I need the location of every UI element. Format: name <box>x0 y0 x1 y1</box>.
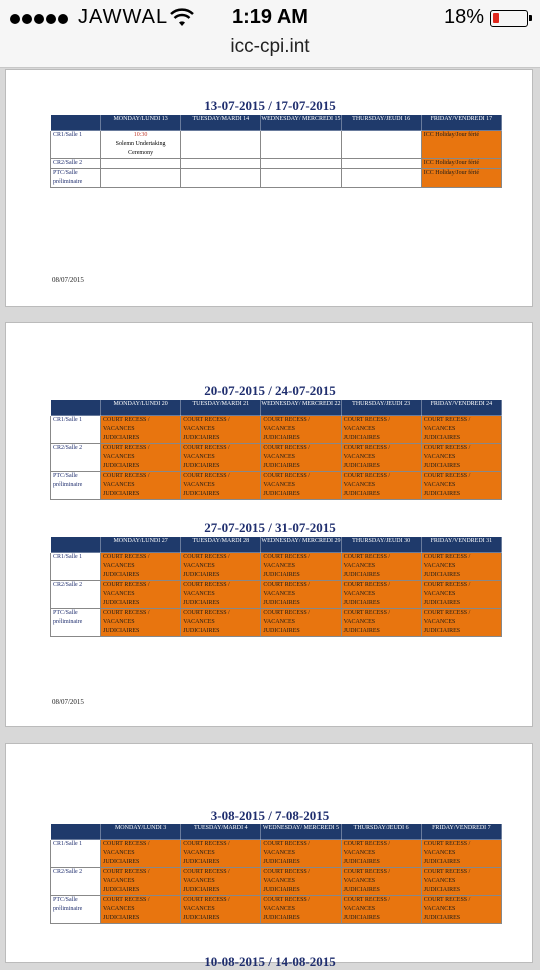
empty-cell <box>101 169 181 188</box>
recess-cell <box>341 609 421 637</box>
recess-line: VACANCES <box>343 482 376 488</box>
recess-line: JUDICIAIRES <box>263 572 300 578</box>
recess-cell <box>261 581 341 609</box>
recess-line: JUDICIAIRES <box>103 463 140 469</box>
empty-cell <box>181 159 261 169</box>
recess-line: COURT RECESS / <box>183 610 230 616</box>
recess-line: VACANCES <box>183 878 215 884</box>
recess-line: COURT RECESS / <box>263 897 310 903</box>
week-title: 13-07-2015 / 17-07-2015 <box>204 98 336 113</box>
recess-line: VACANCES <box>423 563 456 569</box>
recess-line: VACANCES <box>183 426 215 432</box>
recess-line: JUDICIAIRES <box>343 628 380 634</box>
recess-line: COURT RECESS / <box>183 445 230 451</box>
recess-cell <box>421 581 501 609</box>
recess-line: VACANCES <box>103 482 135 488</box>
table-row <box>51 444 502 472</box>
recess-line: JUDICIAIRES <box>343 915 380 921</box>
week-title: 27-07-2015 / 31-07-2015 <box>204 520 336 535</box>
recess-line: JUDICIAIRES <box>423 491 461 497</box>
recess-line: VACANCES <box>103 878 135 884</box>
url-bar[interactable]: icc-cpi.int <box>230 36 310 57</box>
recess-cell <box>181 581 261 609</box>
table-row <box>51 553 502 581</box>
recess-line: JUDICIAIRES <box>183 628 220 634</box>
recess-line: JUDICIAIRES <box>103 435 140 441</box>
table-header-row <box>51 115 502 131</box>
recess-line: COURT RECESS / <box>103 473 150 479</box>
week-title: 10-08-2015 / 14-08-2015 <box>204 954 336 969</box>
recess-line: JUDICIAIRES <box>423 463 461 469</box>
schedule-table <box>50 536 502 637</box>
day-header: MONDAY/LUNDI 20 <box>101 400 181 416</box>
recess-cell <box>421 609 501 637</box>
table-row <box>51 472 502 500</box>
recess-line: COURT RECESS / <box>423 582 471 588</box>
carrier-name: JAWWAL <box>78 6 169 28</box>
week-title: 20-07-2015 / 24-07-2015 <box>204 383 336 398</box>
recess-line: JUDICIAIRES <box>343 435 380 441</box>
recess-line: COURT RECESS / <box>423 417 471 423</box>
recess-line: COURT RECESS / <box>103 610 150 616</box>
day-header: MONDAY/LUNDI 13 <box>101 115 181 131</box>
recess-line: COURT RECESS / <box>183 841 230 847</box>
empty-cell <box>181 169 261 188</box>
table-header-row <box>51 400 502 416</box>
empty-cell <box>341 169 421 188</box>
recess-line: JUDICIAIRES <box>183 915 220 921</box>
schedule-table <box>50 399 502 500</box>
recess-cell <box>181 472 261 500</box>
recess-line: JUDICIAIRES <box>423 628 461 634</box>
table-header-corner <box>51 537 101 553</box>
recess-line: VACANCES <box>343 591 376 597</box>
recess-line: VACANCES <box>183 454 215 460</box>
recess-cell <box>421 553 501 581</box>
recess-line: VACANCES <box>263 906 295 912</box>
recess-line: JUDICIAIRES <box>103 491 140 497</box>
recess-line: VACANCES <box>423 906 456 912</box>
day-header: MONDAY/LUNDI 3 <box>101 824 181 840</box>
recess-line: COURT RECESS / <box>103 445 150 451</box>
table-row <box>51 159 502 169</box>
recess-cell <box>181 553 261 581</box>
recess-line: VACANCES <box>343 563 376 569</box>
recess-cell <box>261 444 341 472</box>
room-label: CR2/Salle 2 <box>51 159 101 169</box>
recess-line: VACANCES <box>103 850 135 856</box>
day-header: FRIDAY/VENDREDI 7 <box>421 824 501 840</box>
recess-cell <box>341 553 421 581</box>
recess-line: COURT RECESS / <box>423 554 471 560</box>
table-header-corner <box>51 400 101 416</box>
table-header-row <box>51 824 502 840</box>
recess-cell <box>101 896 181 924</box>
day-header: THURSDAY/JEUDI 23 <box>341 400 421 416</box>
recess-line: JUDICIAIRES <box>423 915 461 921</box>
recess-line: VACANCES <box>183 906 215 912</box>
recess-line: JUDICIAIRES <box>343 463 380 469</box>
recess-line: JUDICIAIRES <box>343 887 380 893</box>
empty-cell <box>261 169 341 188</box>
recess-line: VACANCES <box>263 850 295 856</box>
pdf-page <box>5 69 533 307</box>
day-header: FRIDAY/VENDREDI 17 <box>421 115 501 131</box>
recess-line: VACANCES <box>423 426 456 432</box>
recess-cell <box>421 868 501 896</box>
battery-percent: 18% <box>443 6 484 28</box>
recess-line: JUDICIAIRES <box>343 572 380 578</box>
recess-line: JUDICIAIRES <box>103 859 140 865</box>
recess-line: COURT RECESS / <box>343 473 391 479</box>
recess-line: JUDICIAIRES <box>183 859 220 865</box>
recess-line: JUDICIAIRES <box>183 600 220 606</box>
recess-cell <box>101 472 181 500</box>
room-label: CR1/Salle 1 <box>51 553 101 581</box>
room-label: PTC/Salle préliminaire <box>51 472 101 500</box>
recess-cell <box>261 472 341 500</box>
recess-line: JUDICIAIRES <box>263 887 300 893</box>
page-footer-date: 08/07/2015 <box>52 276 84 284</box>
day-header: FRIDAY/VENDREDI 24 <box>421 400 501 416</box>
empty-cell <box>181 131 261 159</box>
recess-line: JUDICIAIRES <box>183 887 220 893</box>
recess-cell <box>101 868 181 896</box>
recess-line: COURT RECESS / <box>263 417 310 423</box>
pdf-page <box>5 322 533 727</box>
empty-cell <box>261 131 341 159</box>
recess-line: COURT RECESS / <box>263 473 310 479</box>
day-header: TUESDAY/MARDI 4 <box>181 824 261 840</box>
recess-line: COURT RECESS / <box>103 869 150 875</box>
recess-line: VACANCES <box>263 591 295 597</box>
recess-line: COURT RECESS / <box>343 610 391 616</box>
recess-line: COURT RECESS / <box>343 582 391 588</box>
recess-line: JUDICIAIRES <box>263 628 300 634</box>
recess-line: VACANCES <box>263 619 295 625</box>
recess-line: VACANCES <box>103 454 135 460</box>
status-bar <box>0 0 540 36</box>
room-label: PTC/Salle préliminaire <box>51 169 101 188</box>
recess-line: JUDICIAIRES <box>263 463 300 469</box>
recess-cell <box>341 581 421 609</box>
recess-line: VACANCES <box>103 563 135 569</box>
recess-cell <box>261 609 341 637</box>
recess-line: VACANCES <box>423 878 456 884</box>
recess-line: JUDICIAIRES <box>423 435 461 441</box>
event-cell <box>101 131 181 159</box>
recess-line: VACANCES <box>343 426 376 432</box>
recess-line: JUDICIAIRES <box>343 491 380 497</box>
recess-line: VACANCES <box>423 454 456 460</box>
recess-line: COURT RECESS / <box>263 445 310 451</box>
recess-line: JUDICIAIRES <box>263 859 300 865</box>
recess-cell <box>421 444 501 472</box>
recess-cell <box>101 609 181 637</box>
holiday-cell: ICC Holiday/Jour férié <box>421 159 501 169</box>
table-row <box>51 581 502 609</box>
recess-line: JUDICIAIRES <box>183 435 220 441</box>
recess-cell <box>341 896 421 924</box>
day-header: THURSDAY/JEUDI 6 <box>341 824 421 840</box>
recess-line: COURT RECESS / <box>263 610 310 616</box>
ceremony-description: Solemn Undertaking Ceremony <box>115 141 166 156</box>
table-row <box>51 840 502 868</box>
recess-line: JUDICIAIRES <box>263 915 300 921</box>
pdf-page <box>5 743 533 969</box>
recess-line: COURT RECESS / <box>183 417 230 423</box>
recess-line: JUDICIAIRES <box>423 572 461 578</box>
room-label: CR2/Salle 2 <box>51 868 101 896</box>
browser-chrome <box>0 0 540 68</box>
recess-line: JUDICIAIRES <box>183 491 220 497</box>
recess-line: COURT RECESS / <box>263 554 310 560</box>
table-header-row <box>51 537 502 553</box>
recess-line: JUDICIAIRES <box>423 887 461 893</box>
recess-line: VACANCES <box>263 878 295 884</box>
day-header: THURSDAY/JEUDI 30 <box>341 537 421 553</box>
recess-line: VACANCES <box>423 591 456 597</box>
recess-line: COURT RECESS / <box>343 554 391 560</box>
schedule-table <box>50 823 502 924</box>
battery-level <box>493 13 499 23</box>
recess-line: COURT RECESS / <box>343 417 391 423</box>
recess-line: COURT RECESS / <box>263 841 310 847</box>
room-label: CR1/Salle 1 <box>51 416 101 444</box>
day-header: WEDNESDAY/ MERCREDI 29 <box>261 537 341 553</box>
recess-line: JUDICIAIRES <box>263 491 300 497</box>
recess-cell <box>341 472 421 500</box>
table-header-corner <box>51 824 101 840</box>
recess-line: COURT RECESS / <box>103 417 150 423</box>
page-footer-date: 08/07/2015 <box>52 698 84 706</box>
recess-cell <box>181 868 261 896</box>
recess-cell <box>181 840 261 868</box>
recess-line: JUDICIAIRES <box>423 859 461 865</box>
empty-cell <box>261 159 341 169</box>
recess-line: VACANCES <box>263 426 295 432</box>
table-row <box>51 609 502 637</box>
recess-line: JUDICIAIRES <box>423 600 461 606</box>
recess-line: VACANCES <box>343 454 376 460</box>
recess-line: VACANCES <box>103 906 135 912</box>
room-label: CR2/Salle 2 <box>51 444 101 472</box>
recess-line: VACANCES <box>263 563 295 569</box>
recess-cell <box>421 840 501 868</box>
table-row <box>51 169 502 188</box>
recess-cell <box>341 416 421 444</box>
recess-line: VACANCES <box>103 619 135 625</box>
holiday-cell: ICC Holiday/Jour férié <box>421 131 501 159</box>
recess-line: COURT RECESS / <box>183 473 230 479</box>
recess-cell <box>101 416 181 444</box>
recess-line: COURT RECESS / <box>343 869 391 875</box>
recess-line: COURT RECESS / <box>423 445 471 451</box>
recess-line: COURT RECESS / <box>183 897 230 903</box>
recess-line: COURT RECESS / <box>103 582 150 588</box>
room-label: CR2/Salle 2 <box>51 581 101 609</box>
recess-line: VACANCES <box>183 619 215 625</box>
battery-icon <box>490 10 528 27</box>
table-header-corner <box>51 115 101 131</box>
recess-line: JUDICIAIRES <box>183 463 220 469</box>
recess-line: VACANCES <box>423 850 456 856</box>
recess-line: VACANCES <box>103 426 135 432</box>
recess-line: VACANCES <box>183 850 215 856</box>
table-row <box>51 868 502 896</box>
table-row <box>51 131 502 159</box>
recess-line: JUDICIAIRES <box>263 600 300 606</box>
recess-line: JUDICIAIRES <box>103 600 140 606</box>
recess-cell <box>421 416 501 444</box>
recess-line: COURT RECESS / <box>423 897 471 903</box>
day-header: TUESDAY/MARDI 14 <box>181 115 261 131</box>
recess-line: VACANCES <box>343 906 376 912</box>
recess-cell <box>261 896 341 924</box>
recess-line: COURT RECESS / <box>263 582 310 588</box>
day-header: WEDNESDAY/ MERCREDI 15 <box>261 115 341 131</box>
recess-cell <box>181 896 261 924</box>
day-header: WEDNESDAY/ MERCREDI 5 <box>261 824 341 840</box>
recess-cell <box>261 868 341 896</box>
recess-line: JUDICIAIRES <box>103 628 140 634</box>
recess-line: JUDICIAIRES <box>343 859 380 865</box>
recess-cell <box>101 581 181 609</box>
recess-cell <box>181 416 261 444</box>
day-header: MONDAY/LUNDI 27 <box>101 537 181 553</box>
recess-cell <box>261 840 341 868</box>
week-title: 3-08-2015 / 7-08-2015 <box>210 808 330 823</box>
recess-line: VACANCES <box>183 563 215 569</box>
recess-line: VACANCES <box>423 619 456 625</box>
recess-line: COURT RECESS / <box>423 869 471 875</box>
recess-line: JUDICIAIRES <box>103 887 140 893</box>
recess-line: JUDICIAIRES <box>263 435 300 441</box>
day-header: THURSDAY/JEUDI 16 <box>341 115 421 131</box>
room-label: PTC/Salle préliminaire <box>51 609 101 637</box>
recess-line: VACANCES <box>263 482 295 488</box>
day-header: TUESDAY/MARDI 21 <box>181 400 261 416</box>
recess-line: COURT RECESS / <box>183 582 230 588</box>
recess-line: COURT RECESS / <box>343 445 391 451</box>
recess-cell <box>341 444 421 472</box>
recess-line: JUDICIAIRES <box>103 572 140 578</box>
clock: 1:19 AM <box>232 6 308 28</box>
recess-line: JUDICIAIRES <box>183 572 220 578</box>
day-header: FRIDAY/VENDREDI 31 <box>421 537 501 553</box>
recess-line: COURT RECESS / <box>343 841 391 847</box>
recess-cell <box>101 840 181 868</box>
recess-cell <box>181 609 261 637</box>
recess-line: JUDICIAIRES <box>103 915 140 921</box>
recess-line: JUDICIAIRES <box>343 600 380 606</box>
empty-cell <box>341 131 421 159</box>
recess-line: COURT RECESS / <box>423 841 471 847</box>
table-row <box>51 896 502 924</box>
recess-line: COURT RECESS / <box>183 554 230 560</box>
recess-line: VACANCES <box>423 482 456 488</box>
recess-line: COURT RECESS / <box>103 897 150 903</box>
holiday-cell: ICC Holiday/Jour férié <box>421 169 501 188</box>
recess-cell <box>341 868 421 896</box>
recess-cell <box>261 553 341 581</box>
recess-line: VACANCES <box>343 619 376 625</box>
ceremony-time: 10:30 <box>133 132 148 138</box>
recess-cell <box>181 444 261 472</box>
recess-line: COURT RECESS / <box>263 869 310 875</box>
day-header: WEDNESDAY/ MERCREDI 22 <box>261 400 341 416</box>
table-row <box>51 416 502 444</box>
day-header: TUESDAY/MARDI 28 <box>181 537 261 553</box>
recess-line: VACANCES <box>183 591 215 597</box>
room-label: PTC/Salle préliminaire <box>51 896 101 924</box>
recess-line: COURT RECESS / <box>423 610 471 616</box>
recess-line: VACANCES <box>343 850 376 856</box>
recess-line: COURT RECESS / <box>423 473 471 479</box>
recess-line: COURT RECESS / <box>183 869 230 875</box>
recess-line: VACANCES <box>103 591 135 597</box>
room-label: CR1/Salle 1 <box>51 131 101 159</box>
recess-cell <box>261 416 341 444</box>
schedule-table <box>50 114 502 188</box>
recess-cell <box>101 553 181 581</box>
recess-cell <box>101 444 181 472</box>
recess-line: VACANCES <box>343 878 376 884</box>
recess-cell <box>421 896 501 924</box>
empty-cell <box>101 159 181 169</box>
recess-line: COURT RECESS / <box>103 841 150 847</box>
recess-line: COURT RECESS / <box>103 554 150 560</box>
recess-line: VACANCES <box>183 482 215 488</box>
room-label: CR1/Salle 1 <box>51 840 101 868</box>
recess-line: VACANCES <box>263 454 295 460</box>
recess-line: COURT RECESS / <box>343 897 391 903</box>
empty-cell <box>341 159 421 169</box>
recess-cell <box>341 840 421 868</box>
recess-cell <box>421 472 501 500</box>
